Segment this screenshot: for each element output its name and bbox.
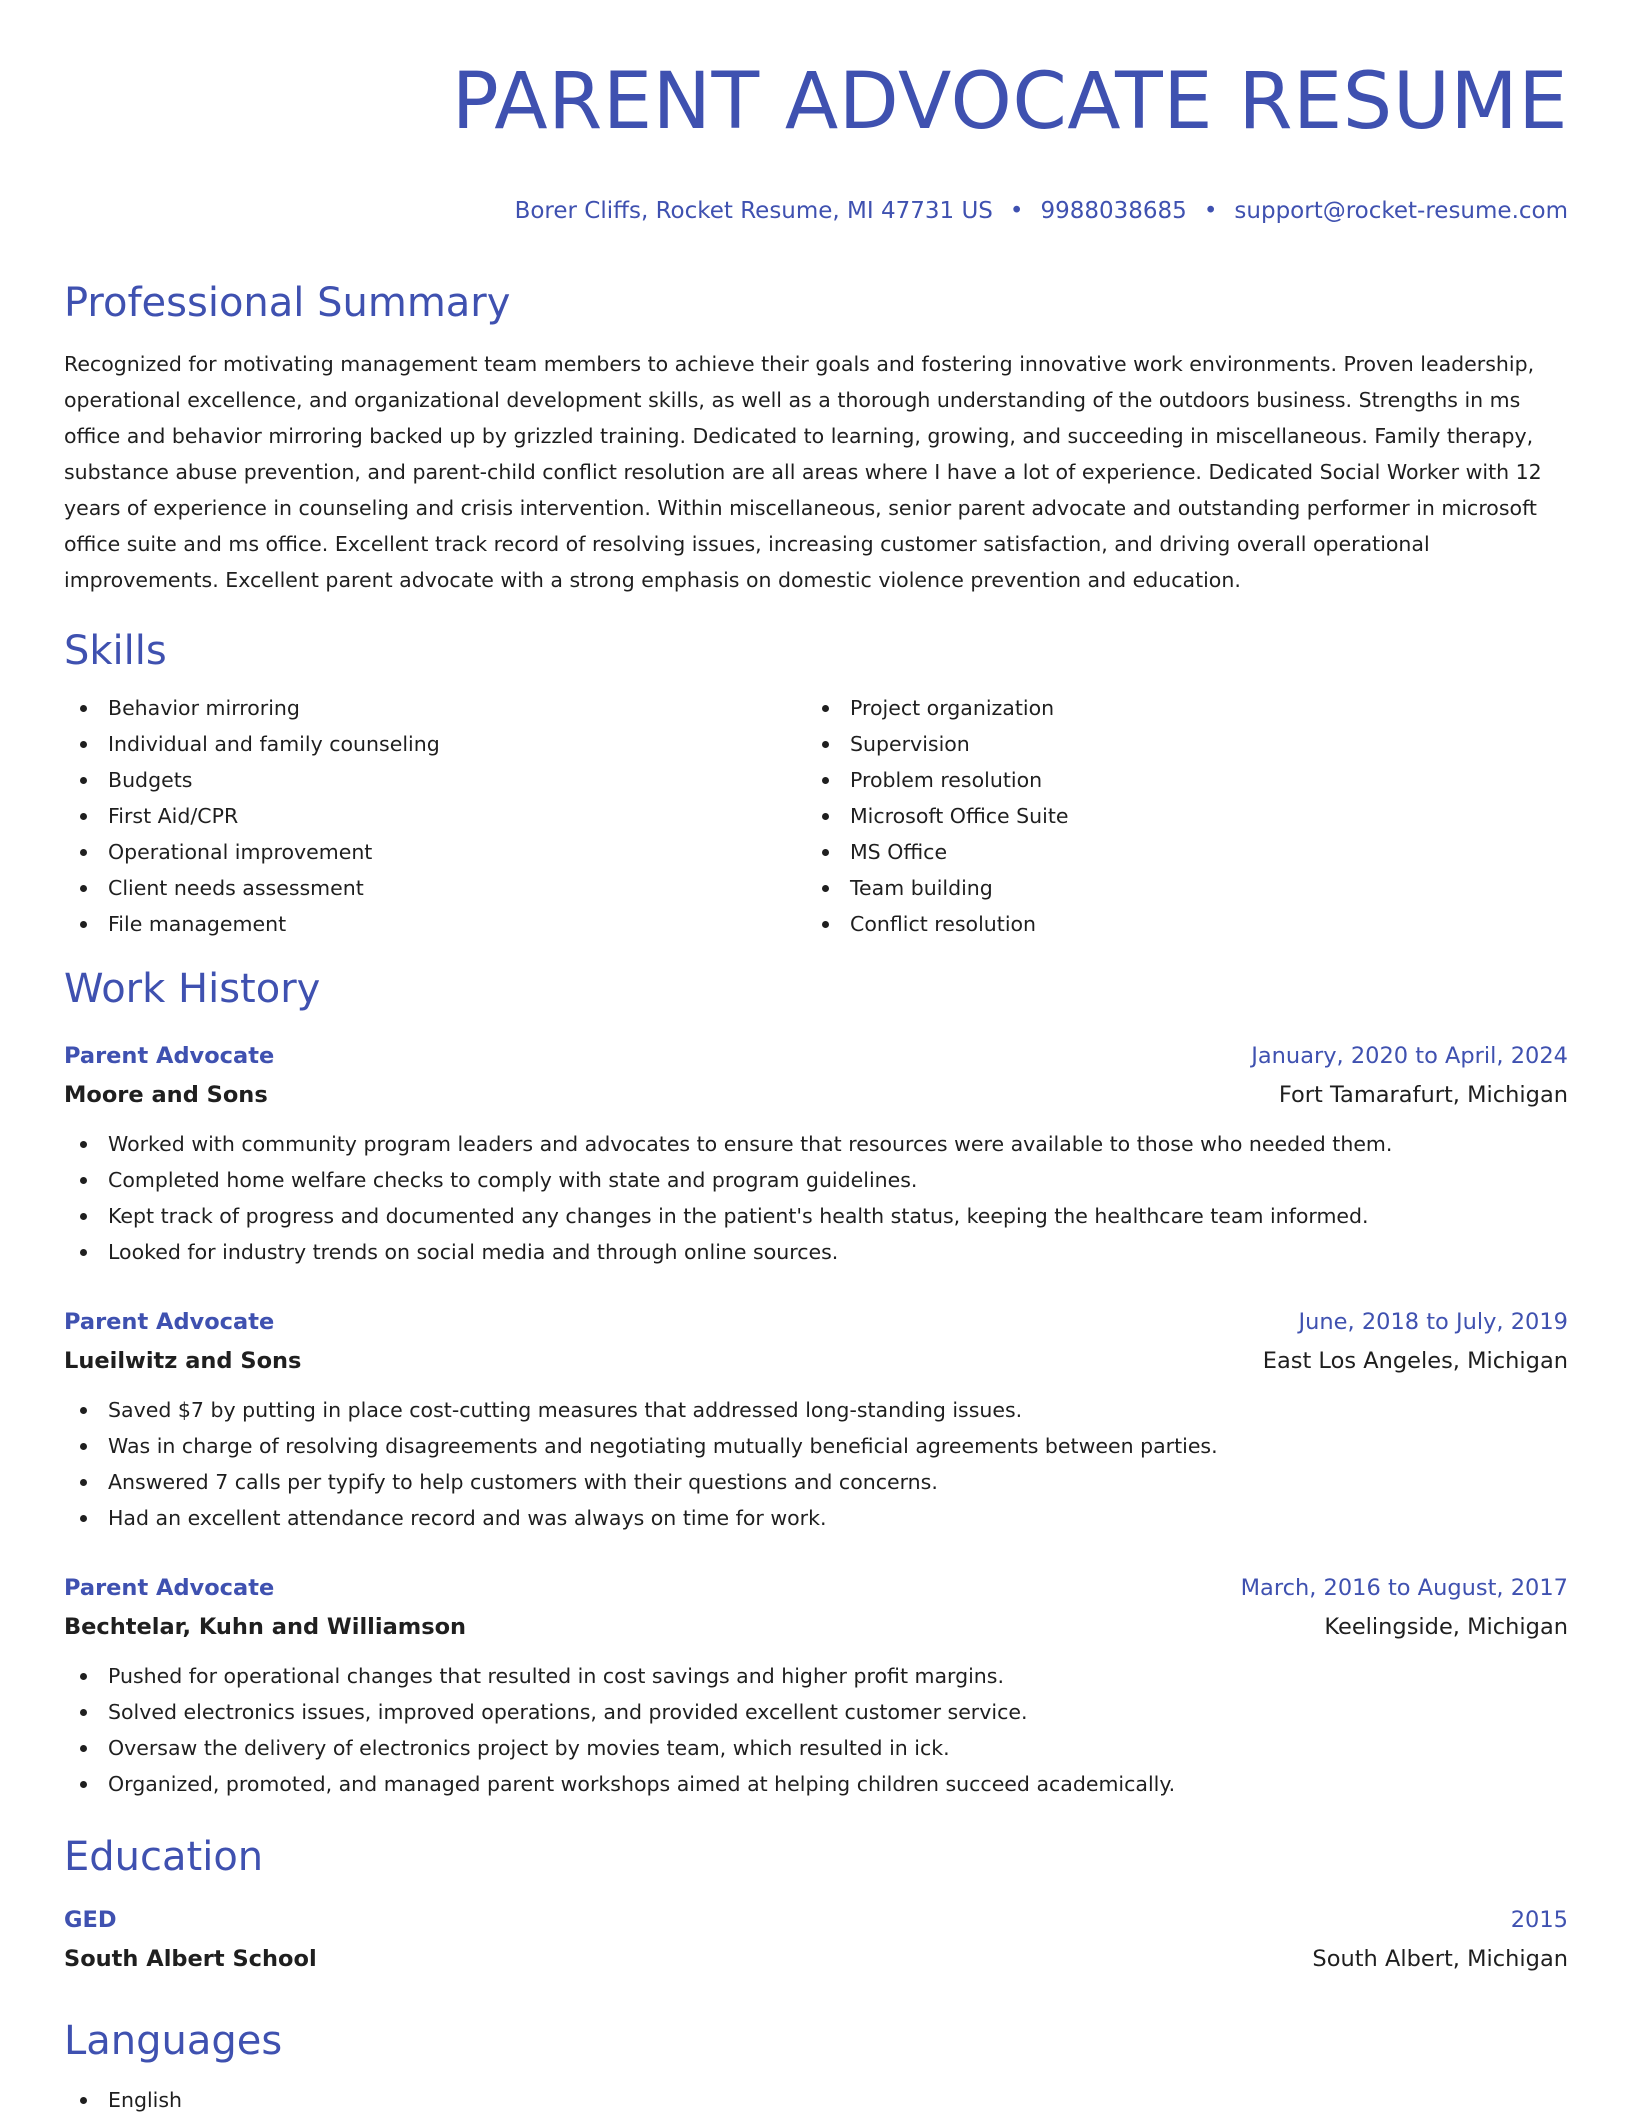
skills-heading: Skills bbox=[64, 628, 167, 674]
skill-item: Client needs assessment bbox=[64, 870, 806, 906]
skills-column-left bbox=[64, 690, 806, 942]
job-bullet: Oversaw the delivery of electronics project by movies team, which resulted in ick. bbox=[64, 1730, 1568, 1766]
job-title: Parent Advocate bbox=[64, 1309, 275, 1335]
job-bullets bbox=[64, 1392, 1568, 1536]
job-bullets bbox=[64, 1126, 1568, 1270]
job-entry bbox=[64, 1038, 1568, 1270]
job-company-row bbox=[64, 1074, 1568, 1116]
job-bullet: Solved electronics issues, improved operations, and provided excellent customer service. bbox=[64, 1694, 1568, 1730]
job-dates: June, 2018 to July, 2019 bbox=[1298, 1309, 1568, 1335]
job-bullet: Answered 7 calls per typify to help customers with their questions and concerns. bbox=[64, 1464, 1568, 1500]
skill-item: Team building bbox=[806, 870, 1548, 906]
contact-address: Borer Cliffs, Rocket Resume, MI 47731 US bbox=[514, 198, 993, 224]
job-title: Parent Advocate bbox=[64, 1043, 275, 1069]
summary-heading: Professional Summary bbox=[64, 280, 511, 326]
job-company: Lueilwitz and Sons bbox=[64, 1348, 302, 1374]
skill-item: Project organization bbox=[806, 690, 1548, 726]
job-location: Fort Tamarafurt, Michigan bbox=[1278, 1082, 1568, 1108]
contact-phone: 9988038685 bbox=[1040, 198, 1187, 224]
work-history-heading: Work History bbox=[64, 966, 321, 1012]
education-heading: Education bbox=[64, 1834, 264, 1880]
job-bullet: Pushed for operational changes that resulted in cost savings and higher profit margins. bbox=[64, 1658, 1568, 1694]
job-bullet: Kept track of progress and documented any changes in the patient's health status, keeping the healthcare team informed. bbox=[64, 1198, 1568, 1234]
education-school-row bbox=[64, 1938, 1568, 1980]
skill-item: File management bbox=[64, 906, 806, 942]
skill-item: Operational improvement bbox=[64, 834, 806, 870]
job-company-row bbox=[64, 1606, 1568, 1648]
skill-item: Supervision bbox=[806, 726, 1548, 762]
education-entry bbox=[64, 1902, 1568, 1980]
job-bullet: Had an excellent attendance record and was always on time for work. bbox=[64, 1500, 1568, 1536]
languages-list bbox=[64, 2082, 1568, 2118]
job-company: Bechtelar, Kuhn and Williamson bbox=[64, 1614, 467, 1640]
job-company-row bbox=[64, 1340, 1568, 1382]
job-entry bbox=[64, 1570, 1568, 1802]
job-location: Keelingside, Michigan bbox=[1324, 1614, 1568, 1640]
education-header-row bbox=[64, 1902, 1568, 1938]
job-dates: January, 2020 to April, 2024 bbox=[1251, 1043, 1568, 1069]
skills-grid bbox=[64, 690, 1568, 942]
job-bullet: Was in charge of resolving disagreements and negotiating mutually beneficial agreements between parties. bbox=[64, 1428, 1568, 1464]
resume-title: PARENT ADVOCATE RESUME bbox=[451, 57, 1568, 147]
job-bullet: Worked with community program leaders and advocates to ensure that resources were available to those who needed them. bbox=[64, 1126, 1568, 1162]
job-bullet: Organized, promoted, and managed parent workshops aimed at helping children succeed academically. bbox=[64, 1766, 1568, 1802]
education-degree: GED bbox=[64, 1907, 117, 1933]
summary-section bbox=[64, 278, 1568, 598]
job-bullet: Saved $7 by putting in place cost-cutting measures that addressed long-standing issues. bbox=[64, 1392, 1568, 1428]
skill-item: Individual and family counseling bbox=[64, 726, 806, 762]
work-history-section bbox=[64, 964, 1568, 1802]
language-item: English bbox=[64, 2082, 1568, 2118]
skills-column-right bbox=[806, 690, 1548, 942]
contact-separator: • bbox=[1203, 198, 1218, 224]
contact-line bbox=[64, 196, 1568, 226]
contact-email[interactable]: support@rocket-resume.com bbox=[1234, 198, 1568, 224]
skill-item: Budgets bbox=[64, 762, 806, 798]
skill-item: Conflict resolution bbox=[806, 906, 1548, 942]
job-entry bbox=[64, 1304, 1568, 1536]
education-location: South Albert, Michigan bbox=[1312, 1946, 1568, 1972]
job-location: East Los Angeles, Michigan bbox=[1262, 1348, 1568, 1374]
languages-heading: Languages bbox=[64, 2018, 283, 2064]
languages-section bbox=[64, 2016, 1568, 2118]
skills-section bbox=[64, 626, 1568, 942]
skill-item: Microsoft Office Suite bbox=[806, 798, 1548, 834]
job-bullet: Completed home welfare checks to comply with state and program guidelines. bbox=[64, 1162, 1568, 1198]
education-year: 2015 bbox=[1510, 1907, 1568, 1933]
education-school: South Albert School bbox=[64, 1946, 317, 1972]
job-header-row bbox=[64, 1304, 1568, 1340]
education-section bbox=[64, 1832, 1568, 1980]
job-title: Parent Advocate bbox=[64, 1575, 275, 1601]
skill-item: Problem resolution bbox=[806, 762, 1548, 798]
skill-item: MS Office bbox=[806, 834, 1548, 870]
summary-text: Recognized for motivating management team members to achieve their goals and fostering innovative work environments. Proven leadership, operational excellence, and organizational development skills, as well as a thorough understanding of the outdoors business. Strengths in ms office and behavior mirroring backed up by grizzled training. Dedicated to learning, growing, and succeeding in miscellaneous. Family therapy, substance abuse prevention, and parent-child conflict resolution are all areas where I have a lot of experience. Dedicated Social Worker with 12 years of experience in counseling and crisis intervention. Within miscellaneous, senior parent advocate and outstanding performer in microsoft office suite and ms office. Excellent track record of resolving issues, increasing customer satisfaction, and driving overall operational improvements. Excellent parent advocate with a strong emphasis on domestic violence prevention and education. bbox=[64, 352, 1542, 592]
job-bullets bbox=[64, 1658, 1568, 1802]
skill-item: Behavior mirroring bbox=[64, 690, 806, 726]
contact-separator: • bbox=[1009, 198, 1024, 224]
job-bullet: Looked for industry trends on social media and through online sources. bbox=[64, 1234, 1568, 1270]
job-header-row bbox=[64, 1038, 1568, 1074]
job-header-row bbox=[64, 1570, 1568, 1606]
job-dates: March, 2016 to August, 2017 bbox=[1240, 1575, 1568, 1601]
skill-item: First Aid/CPR bbox=[64, 798, 806, 834]
job-company: Moore and Sons bbox=[64, 1082, 268, 1108]
